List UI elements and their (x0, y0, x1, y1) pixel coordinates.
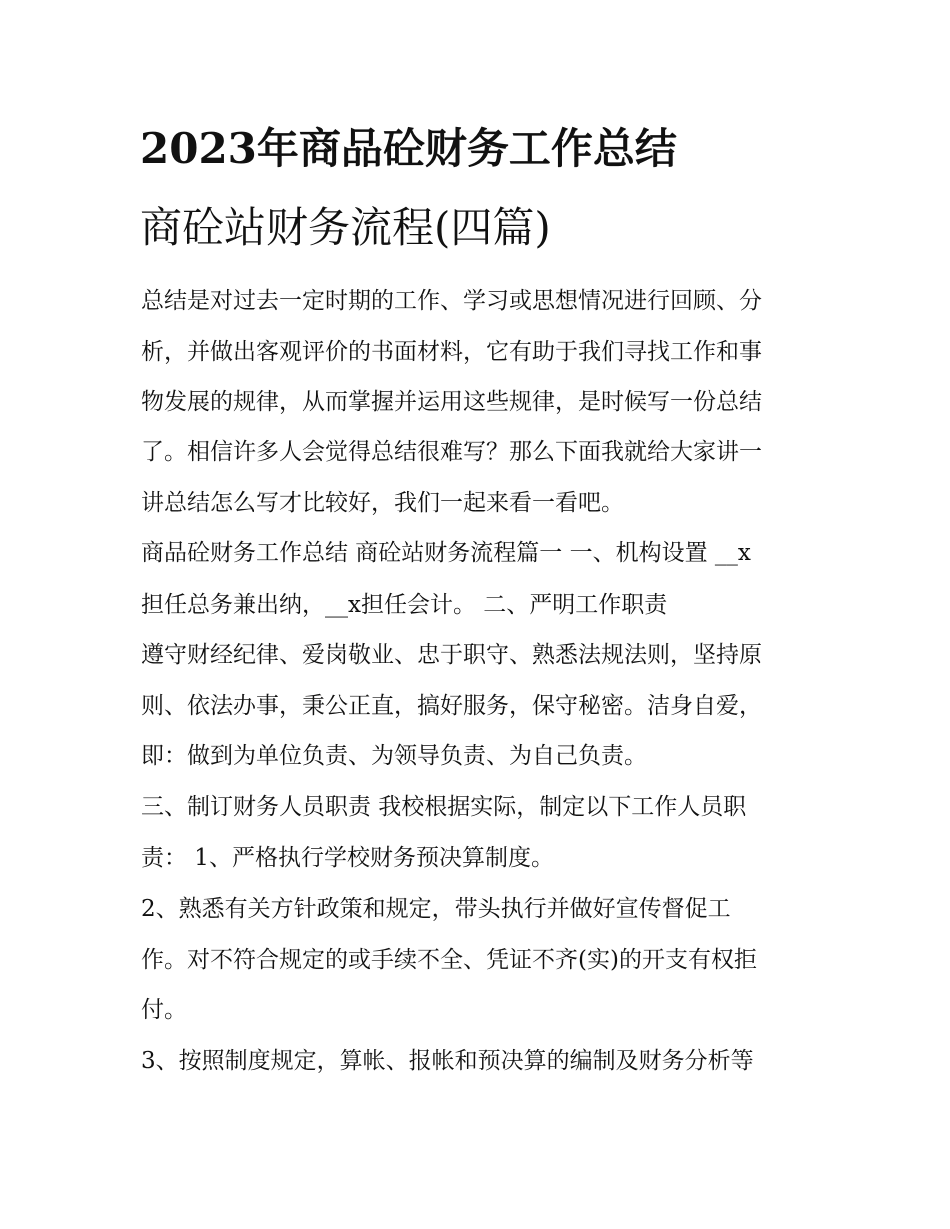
body-line: 担任总务兼出纳，__x担任会计。 二、严明工作职责 (141, 592, 668, 618)
body-line: 3、按照制度规定，算帐、报帐和预决算的编制及财务分析等 (141, 1048, 754, 1074)
document-title-line-2: 商砼站财务流程(四篇) (140, 203, 551, 252)
body-line: 付。 (141, 997, 187, 1023)
body-line: 总结是对过去一定时期的工作、学习或思想情况进行回顾、分 (141, 288, 762, 314)
body-line: 析，并做出客观评价的书面材料，它有助于我们寻找工作和事 (141, 339, 762, 365)
body-line: 遵守财经纪律、爱岗敬业、忠于职守、熟悉法规法则，坚持原 (141, 642, 762, 668)
body-line: 责： 1、严格执行学校财务预决算制度。 (141, 845, 554, 871)
body-line: 2、熟悉有关方针政策和规定，带头执行并做好宣传督促工 (141, 896, 731, 922)
document-title-line-1: 2023年商品砼财务工作总结 (140, 124, 677, 173)
body-line: 作。对不符合规定的或手续不全、凭证不齐(实)的开支有权拒 (141, 947, 757, 973)
body-line: 商品砼财务工作总结 商砼站财务流程篇一 一、机构设置 __x (141, 540, 751, 566)
body-line: 物发展的规律，从而掌握并运用这些规律，是时候写一份总结 (141, 389, 762, 415)
body-line: 即：做到为单位负责、为领导负责、为自己负责。 (141, 743, 647, 769)
body-line: 三、制订财务人员职责 我校根据实际，制定以下工作人员职 (141, 794, 747, 820)
body-line: 了。相信许多人会觉得总结很难写？那么下面我就给大家讲一 (141, 439, 762, 465)
body-line: 讲总结怎么写才比较好，我们一起来看一看吧。 (141, 490, 624, 516)
body-line: 则、依法办事，秉公正直，搞好服务，保守秘密。洁身自爱， (141, 693, 762, 719)
